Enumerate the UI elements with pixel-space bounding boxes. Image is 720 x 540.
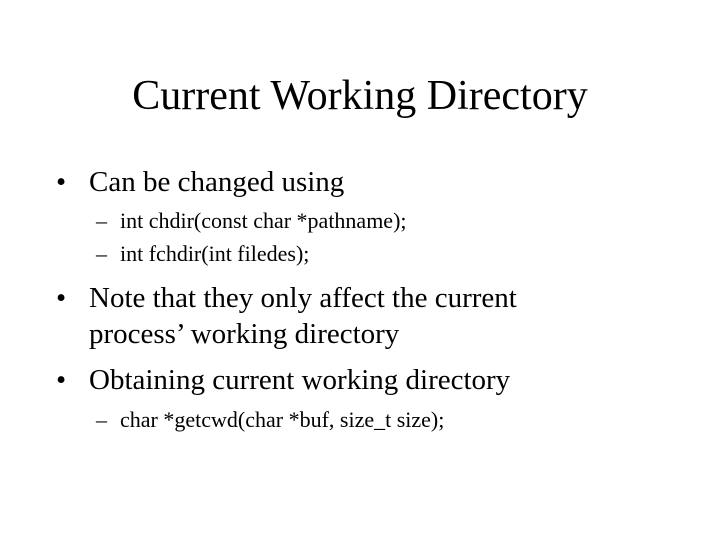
sub-text: int chdir(const char *pathname); [120,208,407,233]
bullet-marker: • [56,166,67,198]
sub-marker: – [96,208,107,233]
bullet-marker: • [56,364,67,396]
sub-text: char *getcwd(char *buf, size_t size); [120,407,445,432]
sub-marker: – [96,241,107,266]
sub-text: int fchdir(int filedes); [120,241,310,266]
bullet-text: Obtaining current working directory [89,364,511,396]
bullet-text-line-2: process’ working directory [89,318,400,350]
bullet-marker: • [56,282,67,314]
sub-marker: – [96,407,107,432]
bullet-text-line-1: Note that they only affect the current [89,282,517,314]
slide-title: Current Working Directory [132,73,588,119]
bullet-text: Can be changed using [89,166,345,198]
